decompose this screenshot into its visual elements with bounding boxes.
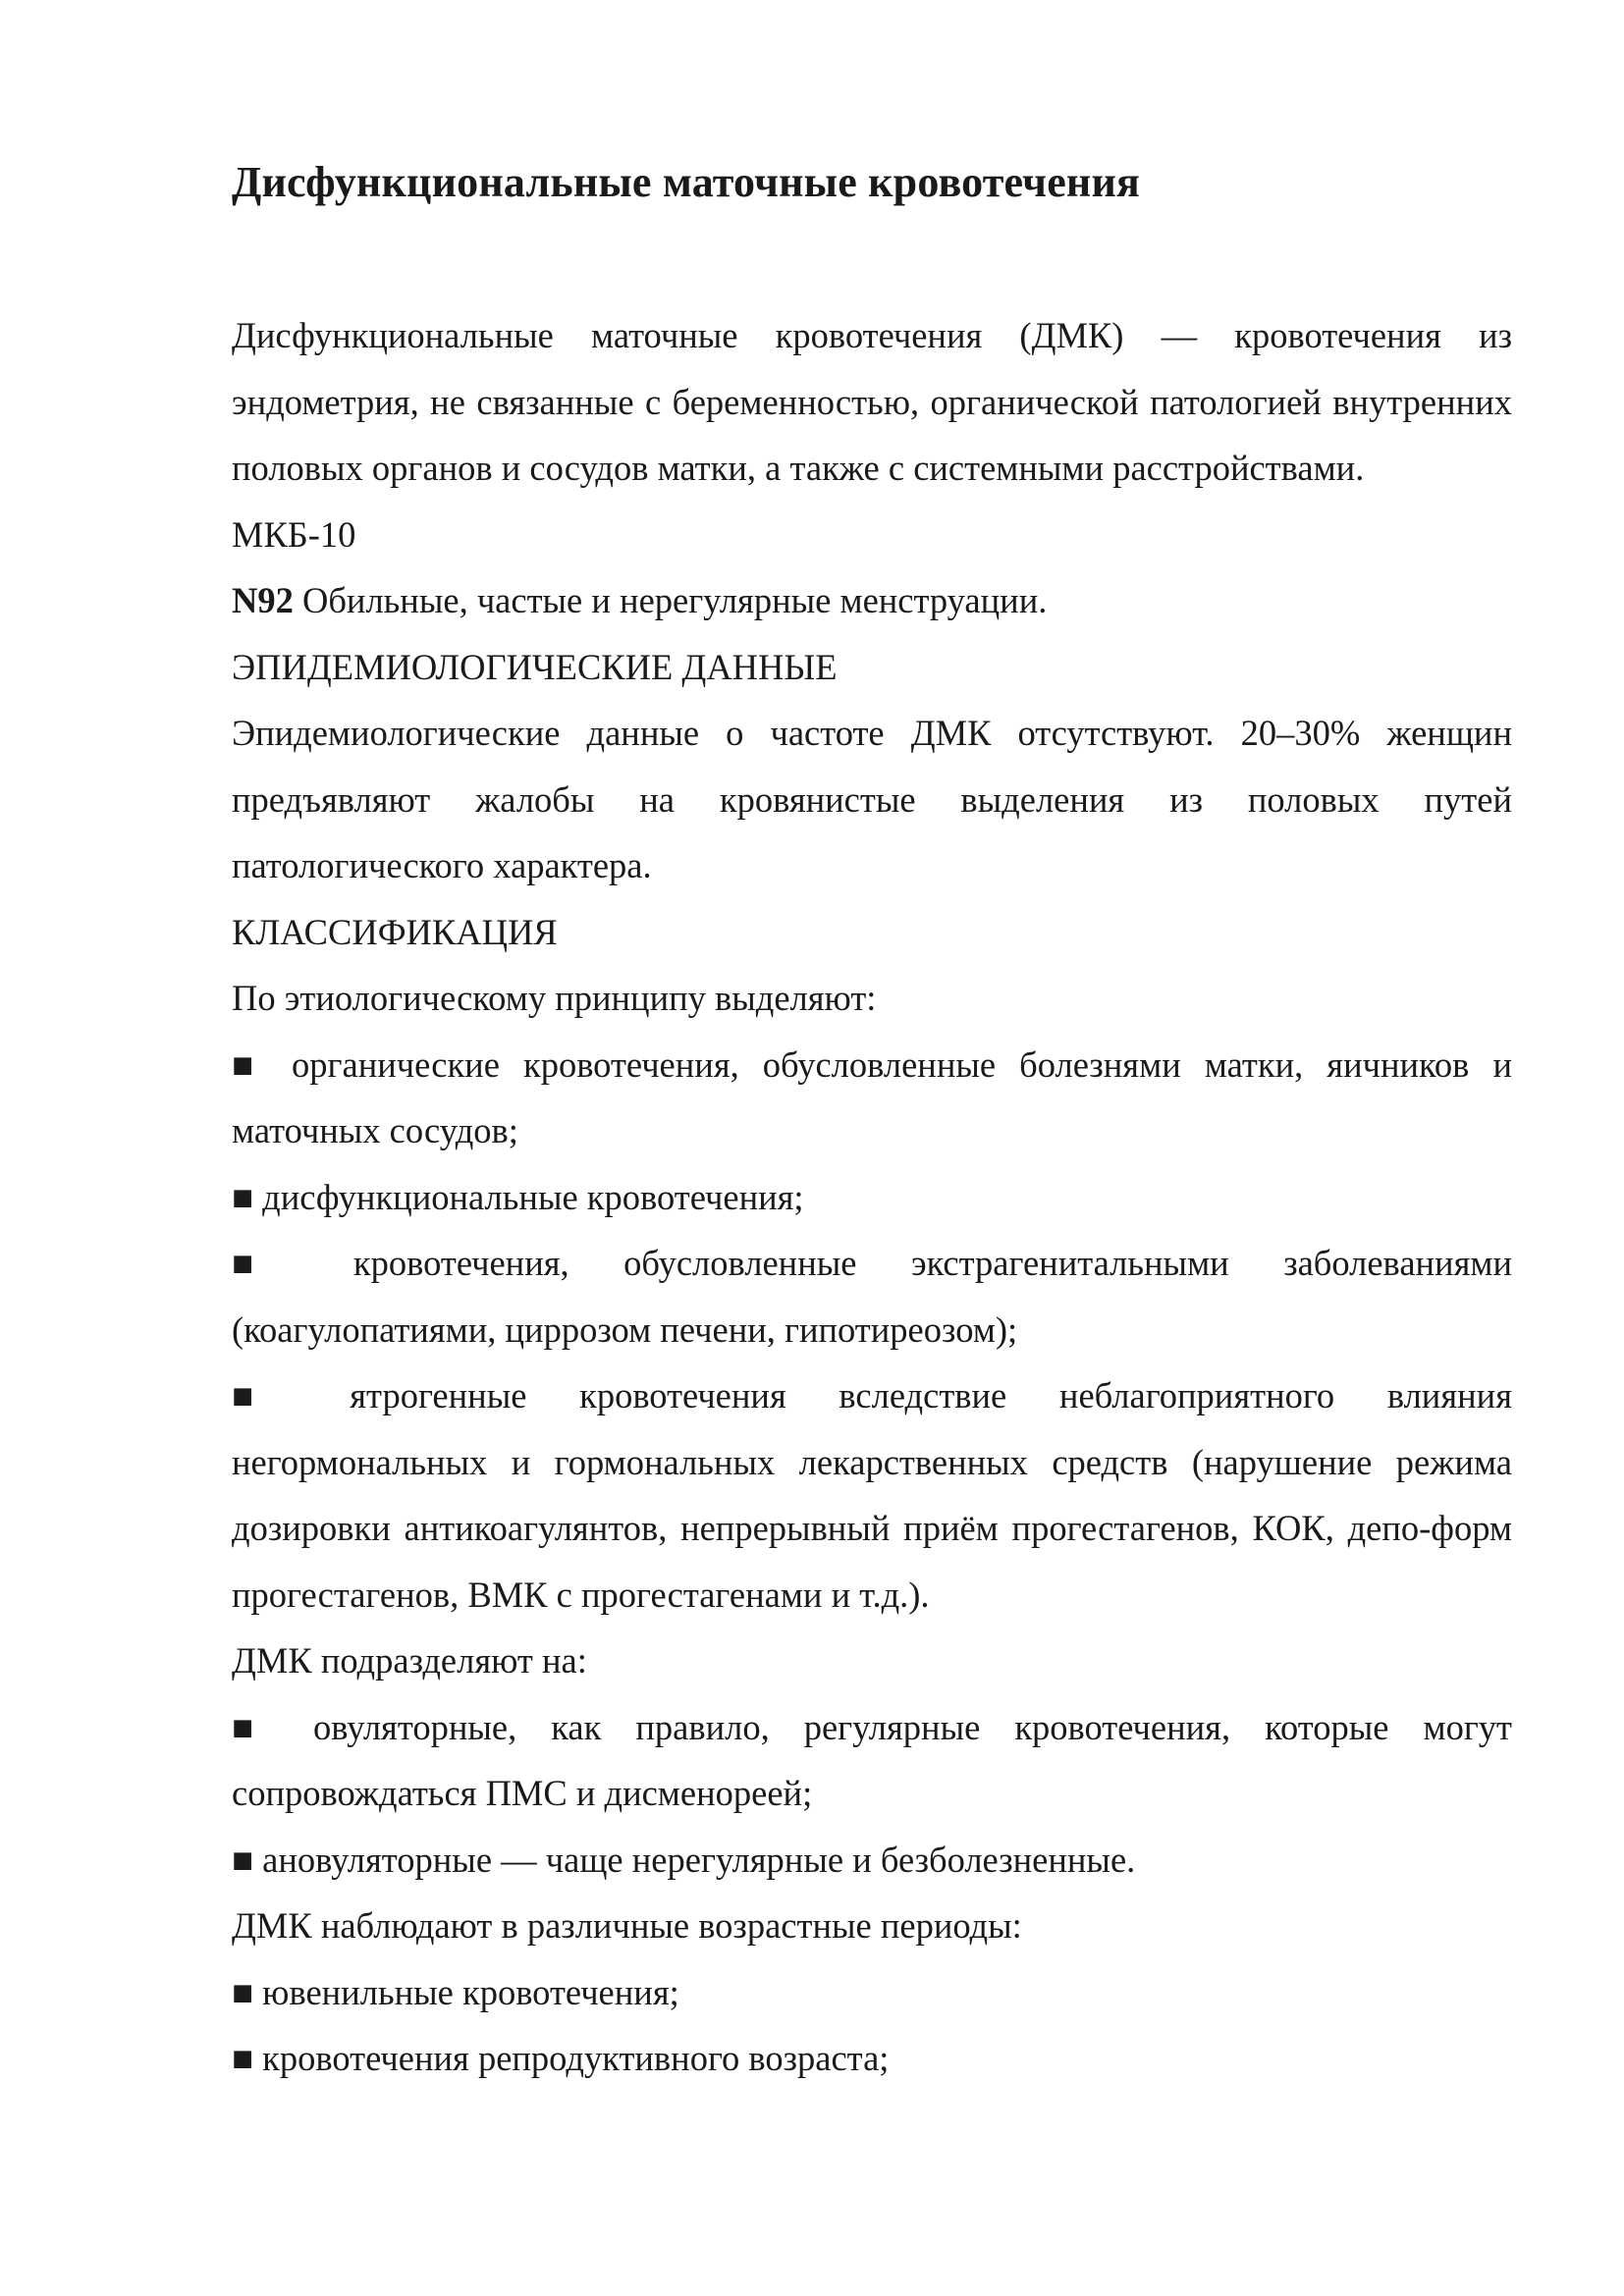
age-item: ■ кровотечения репродуктивного возраста; (232, 2038, 890, 2078)
document-title: Дисфункциональные маточные кровотечения (232, 158, 1141, 206)
etiology-item: ■ ятрогенные кровотечения вследствие неблагоприятного влияния негормональных и гормональных лекарственных средств (нарушение режима дозировки антикоагулянтов, непрерывный приём прогестагенов, КОК, депо-форм прогестагенов, ВМК с прогестагенами и т.д.). (232, 1375, 1512, 1615)
icd-label: МКБ-10 (232, 513, 356, 555)
type-item: ■ ановуляторные — чаще нерегулярные и безболезненные. (232, 1839, 1136, 1880)
type-intro: ДМК подразделяют на: (232, 1640, 587, 1681)
intro-paragraph: Дисфункциональные маточные кровотечения (ДМК) — кровотечения из эндометрия, не связанные с беременностью, органической патологией внутренних половых органов и сосудов матки, а также с системными расстройствами. (232, 315, 1512, 488)
type-item: ■ овуляторные, как правило, регулярные кровотечения, которые могут сопровождаться ПМС и дисменореей; (232, 1706, 1512, 1813)
age-item: ■ ювенильные кровотечения; (232, 1971, 679, 2012)
epidemiology-heading: ЭПИДЕМИОЛОГИЧЕСКИЕ ДАННЫЕ (232, 646, 838, 687)
document-body (232, 302, 1512, 2092)
etiology-item: ■ дисфункциональные кровотечения; (232, 1176, 804, 1217)
etiology-item: ■ кровотечения, обусловленные экстрагенитальными заболеваниями (коагулопатиями, циррозом печени, гипотиреозом); (232, 1243, 1512, 1350)
epidemiology-paragraph: Эпидемиологические данные о частоте ДМК отсутствуют. 20–30% женщин предъявляют жалобы на кровянистые выделения из половых путей патологического характера. (232, 713, 1512, 885)
icd-code: N92 (232, 580, 294, 620)
age-intro: ДМК наблюдают в различные возрастные периоды: (232, 1905, 1022, 1946)
etiology-intro: По этиологическому принципу выделяют: (232, 978, 877, 1018)
icd-text: Обильные, частые и нерегулярные менструации. (293, 580, 1048, 620)
classification-heading: КЛАССИФИКАЦИЯ (232, 911, 558, 952)
icd-line (232, 567, 1512, 634)
etiology-item: ■ органические кровотечения, обусловленные болезнями матки, яичников и маточных сосудов; (232, 1043, 1512, 1150)
